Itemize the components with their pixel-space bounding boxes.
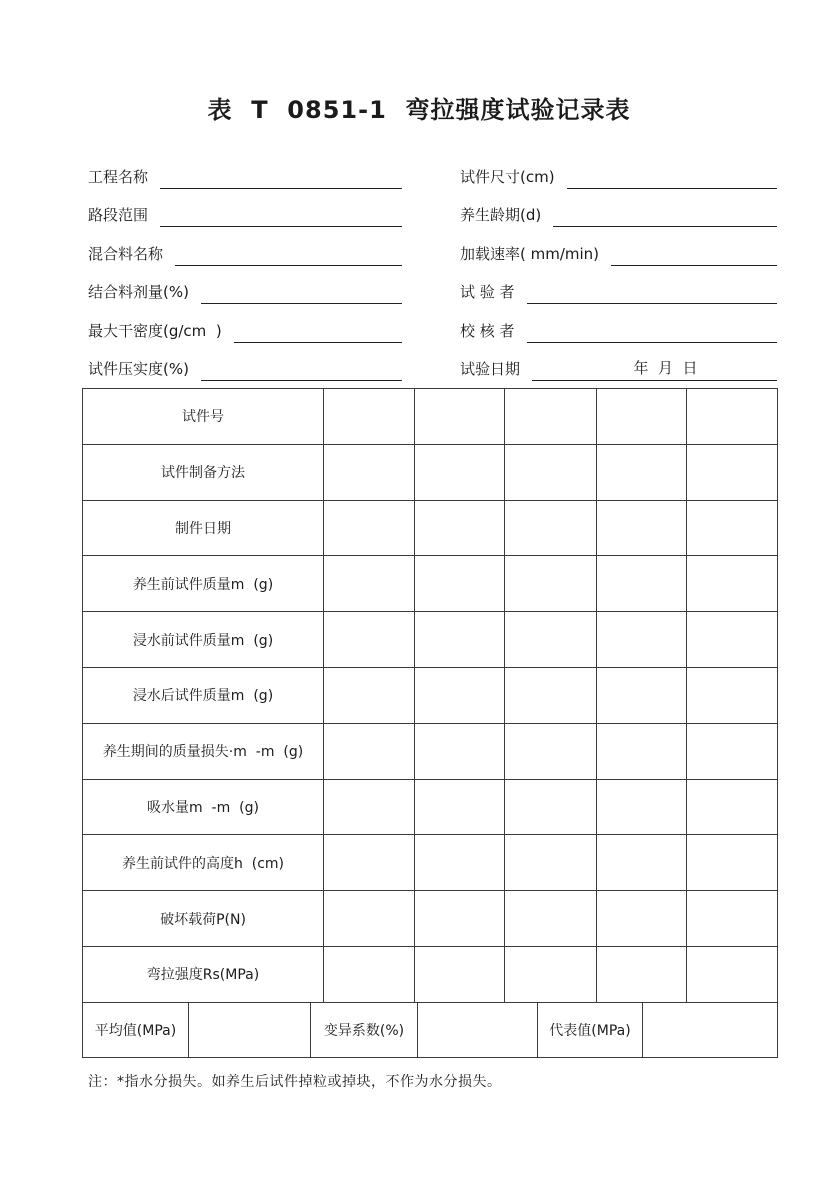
data-cell[interactable]	[324, 891, 415, 947]
table-row	[83, 389, 778, 445]
data-cell[interactable]	[687, 779, 778, 835]
data-cell[interactable]	[415, 389, 505, 445]
field-project-name	[88, 150, 402, 189]
data-cell[interactable]	[597, 444, 687, 500]
data-cell[interactable]	[324, 389, 415, 445]
table-row	[83, 667, 778, 723]
table-row	[83, 500, 778, 556]
field-value-line[interactable]	[175, 242, 402, 266]
data-cell[interactable]	[597, 779, 687, 835]
data-cell[interactable]	[687, 612, 778, 668]
field-binder-dosage	[88, 266, 402, 305]
row-label-cell: 制件日期	[83, 500, 324, 556]
data-cell[interactable]	[597, 389, 687, 445]
field-value-line[interactable]	[201, 280, 402, 304]
summary-value-representative[interactable]	[643, 1002, 778, 1058]
data-cell[interactable]	[687, 500, 778, 556]
footnote: 注：*指水分损失。如养生后试件掉粒或掉块，不作为水分损失。	[88, 1074, 502, 1090]
summary-value-mean[interactable]	[189, 1002, 311, 1058]
data-cell[interactable]	[505, 612, 597, 668]
field-label: 试验日期	[460, 360, 521, 379]
data-cell[interactable]	[324, 779, 415, 835]
field-label: 路段范围	[88, 206, 149, 225]
data-cell[interactable]	[687, 389, 778, 445]
row-label-cell: 弯拉强度Rs(MPa)	[83, 946, 324, 1002]
field-value-line[interactable]	[527, 280, 777, 304]
data-cell[interactable]	[415, 556, 505, 612]
header-fields	[88, 150, 777, 381]
summary-label-cv: 变异系数(%)	[311, 1002, 418, 1058]
data-cell[interactable]	[324, 723, 415, 779]
field-checker	[460, 304, 777, 343]
data-cell[interactable]	[505, 444, 597, 500]
field-loading-rate	[460, 227, 777, 266]
data-cell[interactable]	[415, 612, 505, 668]
data-cell[interactable]	[597, 612, 687, 668]
field-max-dry-density	[88, 304, 402, 343]
row-label-cell: 试件号	[83, 389, 324, 445]
table-row	[83, 612, 778, 668]
data-cell[interactable]	[324, 667, 415, 723]
data-cell[interactable]	[687, 667, 778, 723]
field-value-line[interactable]	[527, 319, 777, 343]
data-cell[interactable]	[505, 946, 597, 1002]
field-curing-age	[460, 189, 777, 228]
field-value-line[interactable]	[553, 203, 777, 227]
data-cell[interactable]	[415, 946, 505, 1002]
field-value-line[interactable]	[234, 319, 402, 343]
data-cell[interactable]	[505, 891, 597, 947]
row-label-cell: 破坏载荷P(N)	[83, 891, 324, 947]
row-label-cell: 浸水后试件质量m (g)	[83, 667, 324, 723]
field-label: 最大干密度(g/cm )	[88, 321, 222, 340]
row-label-cell: 试件制备方法	[83, 444, 324, 500]
field-tester	[460, 266, 777, 305]
field-value-line[interactable]	[567, 165, 777, 189]
field-value-line[interactable]	[201, 357, 402, 381]
field-value-line[interactable]: 年 月 日	[532, 357, 777, 381]
data-cell[interactable]	[324, 444, 415, 500]
data-cell[interactable]	[324, 946, 415, 1002]
table-row	[83, 556, 778, 612]
row-label-cell: 养生前试件的高度h (cm)	[83, 835, 324, 891]
field-road-section	[88, 189, 402, 228]
field-label: 结合料剂量(%)	[88, 283, 189, 302]
data-cell[interactable]	[324, 556, 415, 612]
table-row	[83, 835, 778, 891]
table-row	[83, 444, 778, 500]
table-row	[83, 723, 778, 779]
summary-row-table	[82, 1002, 778, 1058]
data-cell[interactable]	[415, 444, 505, 500]
data-cell[interactable]	[505, 723, 597, 779]
field-value-line[interactable]	[160, 203, 402, 227]
summary-label-mean: 平均值(MPa)	[83, 1002, 189, 1058]
field-mixture-name	[88, 227, 402, 266]
field-label: 养生龄期(d)	[460, 206, 542, 225]
data-cell[interactable]	[415, 779, 505, 835]
data-cell[interactable]	[505, 500, 597, 556]
field-label: 试 验 者	[460, 283, 515, 302]
data-cell[interactable]	[505, 779, 597, 835]
data-cell[interactable]	[597, 500, 687, 556]
summary-row	[83, 1002, 778, 1058]
field-label: 试件尺寸(cm)	[460, 167, 555, 186]
field-label: 校 核 者	[460, 321, 515, 340]
table-row	[83, 946, 778, 1002]
row-label-cell: 养生前试件质量m (g)	[83, 556, 324, 612]
data-cell[interactable]	[505, 389, 597, 445]
data-cell[interactable]	[415, 891, 505, 947]
data-cell[interactable]	[324, 500, 415, 556]
data-cell[interactable]	[687, 723, 778, 779]
data-cell[interactable]	[324, 612, 415, 668]
data-cell[interactable]	[687, 444, 778, 500]
data-cell[interactable]	[415, 835, 505, 891]
data-cell[interactable]	[505, 667, 597, 723]
field-label: 工程名称	[88, 167, 149, 186]
row-label-cell: 浸水前试件质量m (g)	[83, 612, 324, 668]
data-cell[interactable]	[597, 667, 687, 723]
table-row	[83, 779, 778, 835]
data-cell[interactable]	[505, 835, 597, 891]
data-cell[interactable]	[597, 835, 687, 891]
field-label: 试件压实度(%)	[88, 360, 189, 379]
data-cell[interactable]	[415, 500, 505, 556]
data-cell[interactable]	[597, 891, 687, 947]
field-specimen-compaction	[88, 343, 402, 382]
summary-label-representative: 代表值(MPa)	[538, 1002, 643, 1058]
field-value-line[interactable]	[160, 165, 402, 189]
data-cell[interactable]	[415, 667, 505, 723]
data-cell[interactable]	[687, 891, 778, 947]
data-cell[interactable]	[505, 556, 597, 612]
data-cell[interactable]	[687, 946, 778, 1002]
row-label-cell: 养生期间的质量损失·m -m (g)	[83, 723, 324, 779]
summary-value-cv[interactable]	[418, 1002, 538, 1058]
data-cell[interactable]	[687, 835, 778, 891]
field-specimen-size	[460, 150, 777, 189]
data-cell[interactable]	[324, 835, 415, 891]
field-label: 加载速率( mm/min)	[460, 244, 600, 263]
field-test-date	[460, 343, 777, 382]
table-row	[83, 891, 778, 947]
row-label-cell: 吸水量m -m (g)	[83, 779, 324, 835]
data-cell[interactable]	[597, 946, 687, 1002]
data-cell[interactable]	[597, 723, 687, 779]
record-table	[82, 388, 778, 1003]
field-value-line[interactable]	[611, 242, 777, 266]
data-cell[interactable]	[687, 556, 778, 612]
data-cell[interactable]	[415, 723, 505, 779]
field-label: 混合料名称	[88, 244, 164, 263]
data-cell[interactable]	[597, 556, 687, 612]
document-title: 表 T 0851-1 弯拉强度试验记录表	[207, 96, 631, 124]
